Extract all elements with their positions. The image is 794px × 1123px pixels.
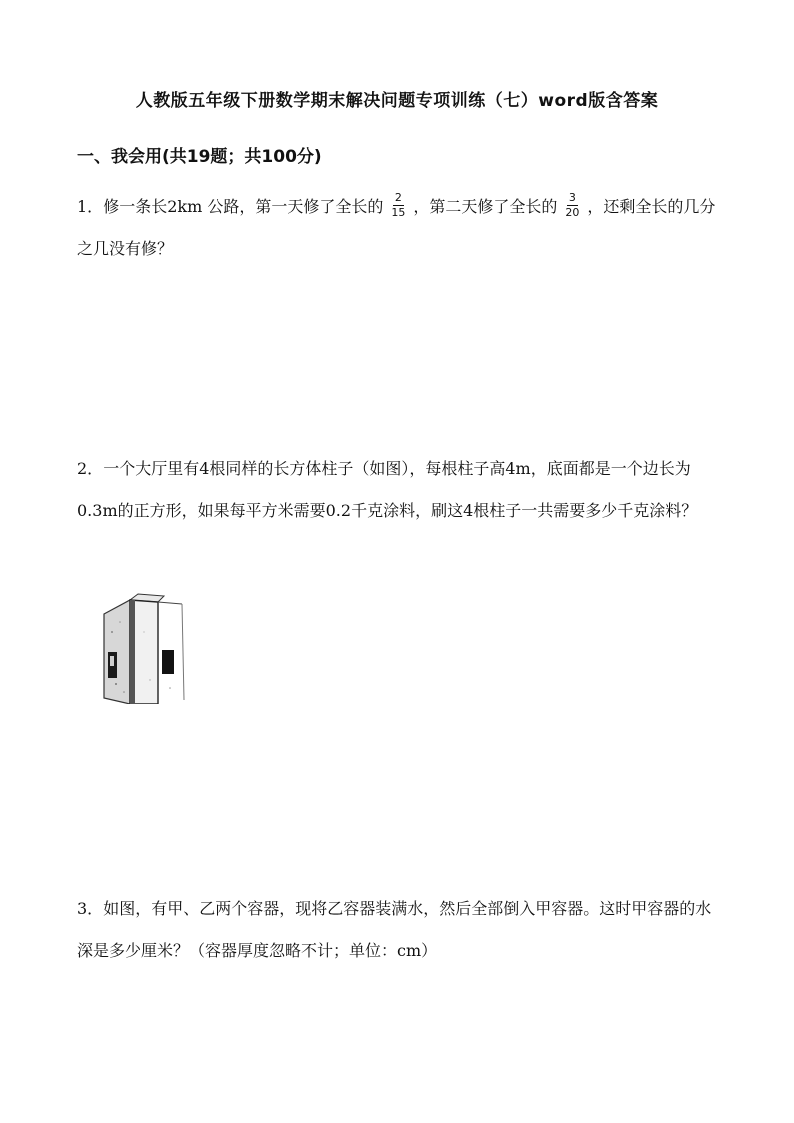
fraction-denominator: 20 [565, 206, 580, 219]
fraction-numerator: 3 [568, 191, 576, 204]
question-number: 3． [77, 899, 104, 918]
question-1 [77, 186, 727, 270]
fraction-numerator: 2 [394, 191, 402, 204]
fraction-3-20 [563, 192, 581, 219]
section-heading: 一、我会用(共19题；共100分) [77, 147, 322, 167]
document-title: 人教版五年级下册数学期末解决问题专项训练（七）word版含答案 [135, 91, 659, 111]
question-number: 1． [77, 197, 104, 216]
fraction-2-15 [389, 192, 407, 219]
pillar-image [100, 592, 192, 704]
fraction-denominator: 15 [391, 206, 406, 219]
question-number: 2． [77, 459, 104, 478]
question-text: ，第二天修了全长的 [413, 197, 558, 216]
question-text: 如图，有甲、乙两个容器，现将乙容器装满水，然后全部倒入甲容器。这时甲容器的水深是多少厘米？（容器厚度忽略不计；单位：cm） [77, 899, 712, 960]
question-2 [77, 448, 727, 532]
question-3 [77, 888, 727, 972]
question-text: 一个大厅里有4根同样的长方体柱子（如图），每根柱子高4m，底面都是一个边长为0.3m的正方形，如果每平方米需要0.2千克涂料，刷这4根柱子一共需要多少千克涂料？ [77, 459, 698, 520]
question-text: 修一条长2km 公路，第一天修了全长的 [103, 197, 384, 216]
question-text: ，还剩全长的几分之几没有修？ [77, 197, 716, 258]
